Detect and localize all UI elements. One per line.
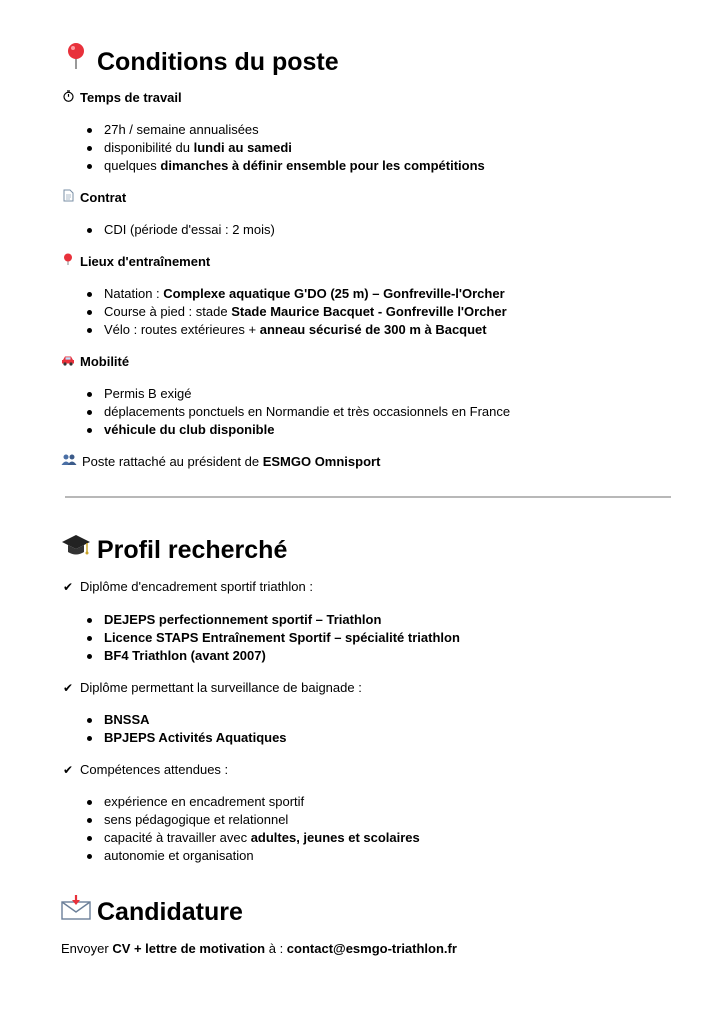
list-item: Natation : Complexe aquatique G'DO (25 m) – Gonfreville-l'Orcher xyxy=(61,285,507,303)
list-item: Vélo : routes extérieures + anneau sécurisé de 300 m à Bacquet xyxy=(61,321,507,339)
candidature-line: Envoyer CV + lettre de motivation à : contact@esmgo-triathlon.fr xyxy=(61,941,457,956)
pin-icon xyxy=(61,42,91,77)
list-item: capacité à travailler avec adultes, jeunes et scolaires xyxy=(61,829,420,847)
list-contrat xyxy=(61,221,275,239)
subheading-temps: Temps de travail xyxy=(61,89,182,107)
list-temps xyxy=(61,121,485,175)
check-icon: ✔ xyxy=(62,580,74,594)
list-lieux xyxy=(61,285,507,339)
list-item: Course à pied : stade Stade Maurice Bacquet - Gonfreville l'Orcher xyxy=(61,303,507,321)
people-icon xyxy=(61,453,77,471)
subheading-competences: ✔ Compétences attendues : xyxy=(62,762,229,777)
stopwatch-icon xyxy=(61,89,75,107)
list-item: DEJEPS perfectionnement sportif – Triathlon xyxy=(61,611,460,629)
list-mobilite xyxy=(61,385,510,439)
list-item: Licence STAPS Entraînement Sportif – spécialité triathlon xyxy=(61,629,460,647)
list-item: BNSSA xyxy=(61,711,287,729)
list-item: déplacements ponctuels en Normandie et très occasionnels en France xyxy=(61,403,510,421)
list-item: expérience en encadrement sportif xyxy=(61,793,420,811)
graduation-cap-icon xyxy=(61,532,91,565)
section-title-profil: Profil recherché xyxy=(61,532,287,565)
subheading-baignade: ✔ Diplôme permettant la surveillance de baignade : xyxy=(62,680,362,695)
subheading-diplome: ✔ Diplôme d'encadrement sportif triathlon : xyxy=(62,579,313,594)
check-icon: ✔ xyxy=(62,681,74,695)
section-title-conditions: Conditions du poste xyxy=(61,42,339,77)
subheading-mobilite: Mobilité xyxy=(61,353,129,371)
list-competences xyxy=(61,793,420,865)
list-item: CDI (période d'essai : 2 mois) xyxy=(61,221,275,239)
list-item: autonomie et organisation xyxy=(61,847,420,865)
list-diplome xyxy=(61,611,460,665)
section-divider xyxy=(65,496,671,498)
list-baignade xyxy=(61,711,287,747)
car-icon xyxy=(61,353,75,371)
list-item: BF4 Triathlon (avant 2007) xyxy=(61,647,460,665)
envelope-icon xyxy=(61,894,91,927)
pin-icon xyxy=(61,253,75,271)
list-item: BPJEPS Activités Aquatiques xyxy=(61,729,287,747)
document-icon xyxy=(61,189,75,207)
subheading-contrat: Contrat xyxy=(61,189,126,207)
list-item: sens pédagogique et relationnel xyxy=(61,811,420,829)
subheading-lieux: Lieux d'entraînement xyxy=(61,253,210,271)
list-item: quelques dimanches à définir ensemble pour les compétitions xyxy=(61,157,485,175)
list-item: 27h / semaine annualisées xyxy=(61,121,485,139)
list-item: véhicule du club disponible xyxy=(61,421,510,439)
list-item: Permis B exigé xyxy=(61,385,510,403)
list-item: disponibilité du lundi au samedi xyxy=(61,139,485,157)
check-icon: ✔ xyxy=(62,763,74,777)
rattache-line: Poste rattaché au président de ESMGO Omnisport xyxy=(61,453,380,471)
contact-email: contact@esmgo-triathlon.fr xyxy=(286,941,457,956)
section-title-candidature: Candidature xyxy=(61,894,243,927)
